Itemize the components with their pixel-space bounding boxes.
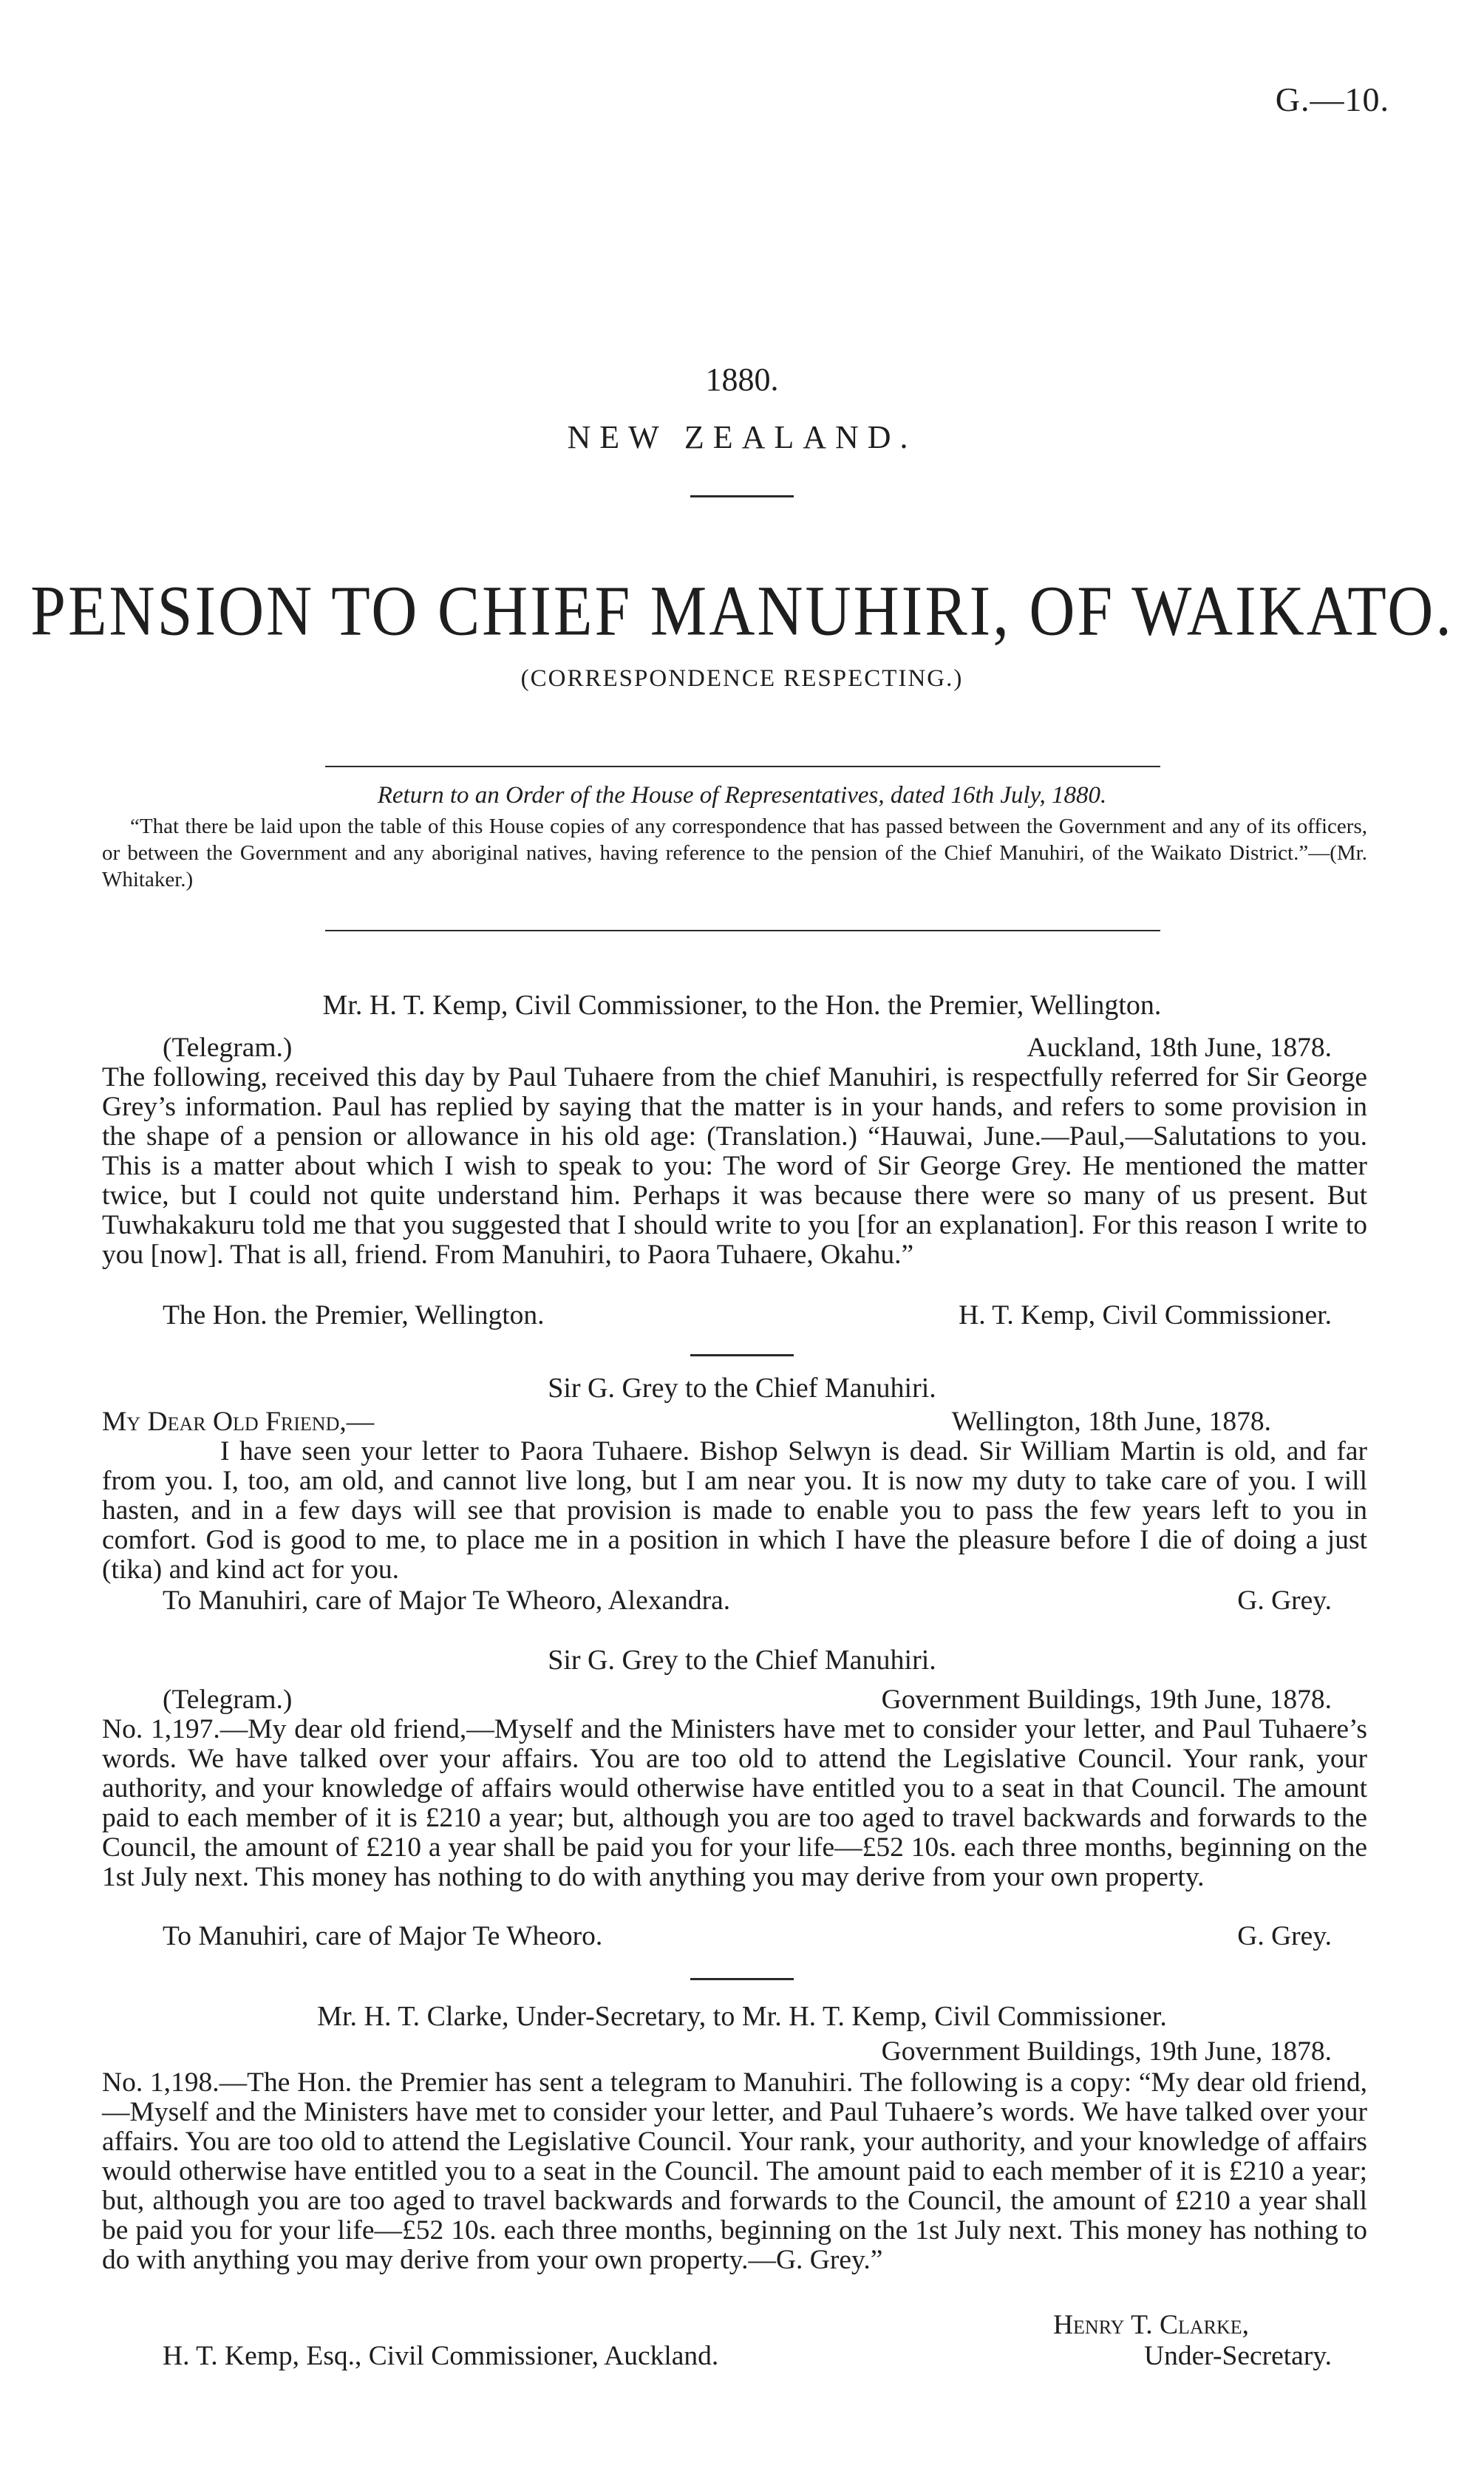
letter-addressee: To Manuhiri, care of Major Te Wheoro. — [163, 1921, 603, 1951]
signature-title: Under-Secretary. — [1144, 2341, 1332, 2371]
letter-heading: Mr. H. T. Kemp, Civil Commissioner, to the Hon. the Premier, Wellington. — [322, 990, 1162, 1021]
letter-body: No. 1,197.—My dear old friend,—Myself and the Ministers have met to consider your letter, and Paul Tuhaere’s words. We have talked over your affairs. You are too old to attend the Legislative Council. Your rank, your authority, and your knowledge of affairs would otherwise have entitled you to a seat in that Council. The amount paid to each member of it is £210 a year; but, although you are too aged to travel backwards and forwards to the Council, the amount of £210 a year shall be paid you for your life—£52 10s. each three months, beginning on the 1st July next. This money has nothing to do with anything you may derive from your own property. — [102, 1714, 1367, 1892]
letter-meta — [163, 1685, 1332, 1715]
letter-addressee: H. T. Kemp, Esq., Civil Commissioner, Auckland. — [163, 2341, 719, 2371]
country-heading: NEW ZEALAND. — [567, 419, 917, 455]
letter-place-date: Government Buildings, 19th June, 1878. — [881, 2036, 1332, 2067]
document-number: G.—10. — [1275, 81, 1389, 118]
letter-type: (Telegram.) — [163, 1685, 293, 1715]
title-divider — [690, 495, 794, 497]
letter-place-date: Government Buildings, 19th June, 1878. — [881, 1685, 1332, 1715]
section-divider — [690, 1978, 794, 1980]
letter-body: The following, received this day by Paul Tuhaere from the chief Manuhiri, is respectfully referred for Sir George Grey’s information. Paul has replied by saying that the matter is in your hands, and refers to some provision in the shape of a pension or allowance in his old age: (Translation.) “Hauwai, June.—Paul,—Salutations to you. This is a matter about which I wish to speak to you: The word of Sir George Grey. He mentioned the matter twice, but I could not quite understand him. Perhaps it was because there were so many of us present. But Tuwhakakuru told me that you suggested that I should write to you [for an explanation]. For this reason I write to you [now]. That is all, friend. From Manuhiri, to Paora Tuhaere, Okahu.” — [102, 1062, 1367, 1270]
return-divider-top — [325, 766, 1160, 767]
letter-heading: Sir G. Grey to the Chief Manuhiri. — [548, 1373, 936, 1404]
letter-signature: H. T. Kemp, Civil Commissioner. — [959, 1300, 1332, 1330]
letter-meta — [102, 1407, 1367, 1437]
letter-heading: Sir G. Grey to the Chief Manuhiri. — [548, 1645, 936, 1676]
publication-year: 1880. — [705, 361, 779, 398]
signature-name: Henry T. Clarke, — [1052, 2310, 1249, 2340]
letter-closing — [163, 1301, 1332, 1330]
letter-heading: Mr. H. T. Clarke, Under-Secretary, to Mr. H. T. Kemp, Civil Commissioner. — [317, 2001, 1167, 2032]
letter-body: I have seen your letter to Paora Tuhaere. Bishop Selwyn is dead. Sir William Martin is old, and far from you. I, too, am old, and cannot live long, but I am near you. It is now my duty to take care of you. I will hasten, and in a few days will see that provision is made to enable you to pass the few years left to you in comfort. God is good to me, to place me in a position in which I have the pleasure before I die of doing a just (tika) and kind act for you. — [102, 1436, 1367, 1585]
letter-addressee: To Manuhiri, care of Major Te Wheoro, Alexandra. — [163, 1585, 731, 1616]
letter-signature: G. Grey. — [1237, 1585, 1332, 1616]
letter-place-date: Wellington, 18th June, 1878. — [951, 1407, 1271, 1437]
letter-meta — [163, 1033, 1332, 1063]
letter-closing — [163, 1922, 1332, 1951]
page-subtitle: (CORRESPONDENCE RESPECTING.) — [520, 665, 964, 692]
letter-signature: G. Grey. — [1237, 1921, 1332, 1951]
letter-type: (Telegram.) — [163, 1033, 293, 1063]
return-order: Return to an Order of the House of Representatives, dated 16th July, 1880. — [377, 782, 1107, 809]
letter-addressee: The Hon. the Premier, Wellington. — [163, 1300, 545, 1330]
resolution-text: “That there be laid upon the table of this House copies of any correspondence that has passed between the Government and any of its officers, or between the Government and any aboriginal natives, having reference to the pension of the Chief Manuhiri, of the Waikato District.”—(Mr. Whitaker.) — [102, 815, 1367, 891]
letter-salutation: My Dear Old Friend,— — [102, 1407, 375, 1437]
page-title: PENSION TO CHIEF MANUHIRI, OF WAIKATO. — [30, 571, 1454, 650]
letter-closing — [163, 1586, 1332, 1616]
section-divider — [690, 1354, 794, 1356]
letter-body: No. 1,198.—The Hon. the Premier has sent a telegram to Manuhiri. The following is a copy: “My dear old friend,—Myself and the Ministers have met to consider your letter, and Paul Tuhaere’s words. We have talked over your affairs. You are too old to attend the Legislative Council. Your rank, your authority, and your knowledge of affairs would otherwise have entitled you to a seat in the Council. The amount paid to each member of it is £210 a year; but, although you are too aged to travel backwards and forwards to the Council, the amount of £210 a year shall be paid you for your life—£52 10s. each three months, beginning on the 1st July next. This money has nothing to do with anything you may derive from your own property.—G. Grey.” — [102, 2067, 1367, 2275]
letter-place-date: Auckland, 18th June, 1878. — [1027, 1033, 1332, 1063]
return-divider-bottom — [325, 930, 1160, 931]
